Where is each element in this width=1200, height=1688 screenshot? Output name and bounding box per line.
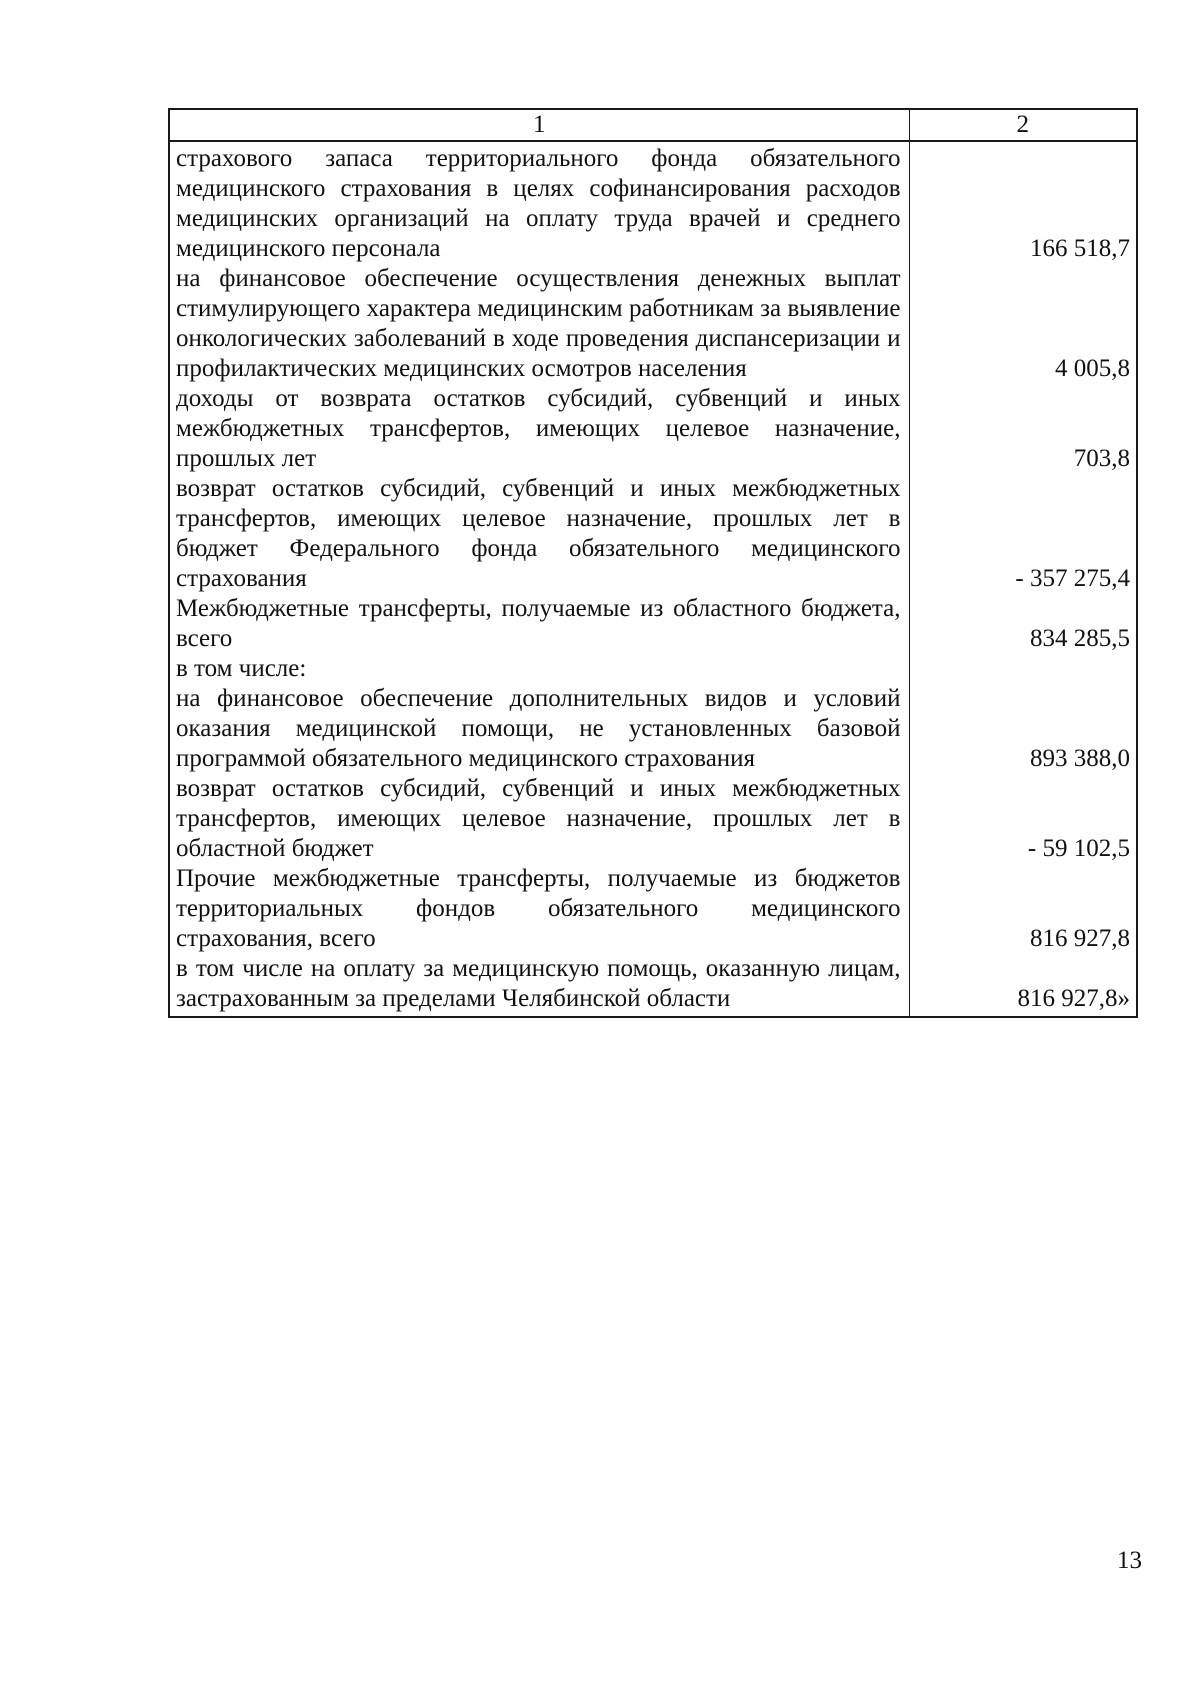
- table-row: [169, 474, 1137, 594]
- column-header-2: 2: [909, 109, 1137, 141]
- row-value: 166 518,7: [909, 141, 1137, 264]
- table-row: [169, 864, 1137, 954]
- table-row: [169, 774, 1137, 864]
- row-value: 703,8: [909, 384, 1137, 474]
- table-row: [169, 654, 1137, 684]
- table-row: [169, 384, 1137, 474]
- row-description: Межбюджетные трансферты, получаемые из областного бюджета, всего: [169, 594, 909, 654]
- row-description: в том числе:: [169, 654, 909, 684]
- row-value: 834 285,5: [909, 594, 1137, 654]
- row-value: 4 005,8: [909, 264, 1137, 384]
- table-row: [169, 684, 1137, 774]
- row-value: 816 927,8»: [909, 954, 1137, 1017]
- page-number: 13: [1117, 1547, 1142, 1574]
- row-value: 816 927,8: [909, 864, 1137, 954]
- row-description: страхового запаса территориального фонда обязательного медицинского страхования в целях софинансирования расходов медицинских организаций на оплату труда врачей и среднего медицинского персонала: [169, 141, 909, 264]
- table-row: [169, 141, 1137, 264]
- row-value: 893 388,0: [909, 684, 1137, 774]
- row-description: возврат остатков субсидий, субвенций и иных межбюджетных трансфертов, имеющих целевое назначение, прошлых лет в бюджет Федерального фонда обязательного медицинского страхования: [169, 474, 909, 594]
- row-description: доходы от возврата остатков субсидий, субвенций и иных межбюджетных трансфертов, имеющих целевое назначение, прошлых лет: [169, 384, 909, 474]
- table-row: [169, 954, 1137, 1017]
- table-header-row: [169, 109, 1137, 141]
- row-value: [909, 654, 1137, 684]
- row-value: - 59 102,5: [909, 774, 1137, 864]
- table-row: [169, 264, 1137, 384]
- row-description: на финансовое обеспечение осуществления денежных выплат стимулирующего характера медицинским работникам за выявление онкологических заболеваний в ходе проведения диспансеризации и профилактических медицинских осмотров населения: [169, 264, 909, 384]
- budget-table: [168, 108, 1138, 1018]
- table-row: [169, 594, 1137, 654]
- row-value: - 357 275,4: [909, 474, 1137, 594]
- row-description: в том числе на оплату за медицинскую помощь, оказанную лицам, застрахованным за пределами Челябинской области: [169, 954, 909, 1017]
- column-header-1: 1: [169, 109, 909, 141]
- row-description: возврат остатков субсидий, субвенций и иных межбюджетных трансфертов, имеющих целевое назначение, прошлых лет в областной бюджет: [169, 774, 909, 864]
- row-description: Прочие межбюджетные трансферты, получаемые из бюджетов территориальных фондов обязательного медицинского страхования, всего: [169, 864, 909, 954]
- row-description: на финансовое обеспечение дополнительных видов и условий оказания медицинской помощи, не установленных базовой программой обязательного медицинского страхования: [169, 684, 909, 774]
